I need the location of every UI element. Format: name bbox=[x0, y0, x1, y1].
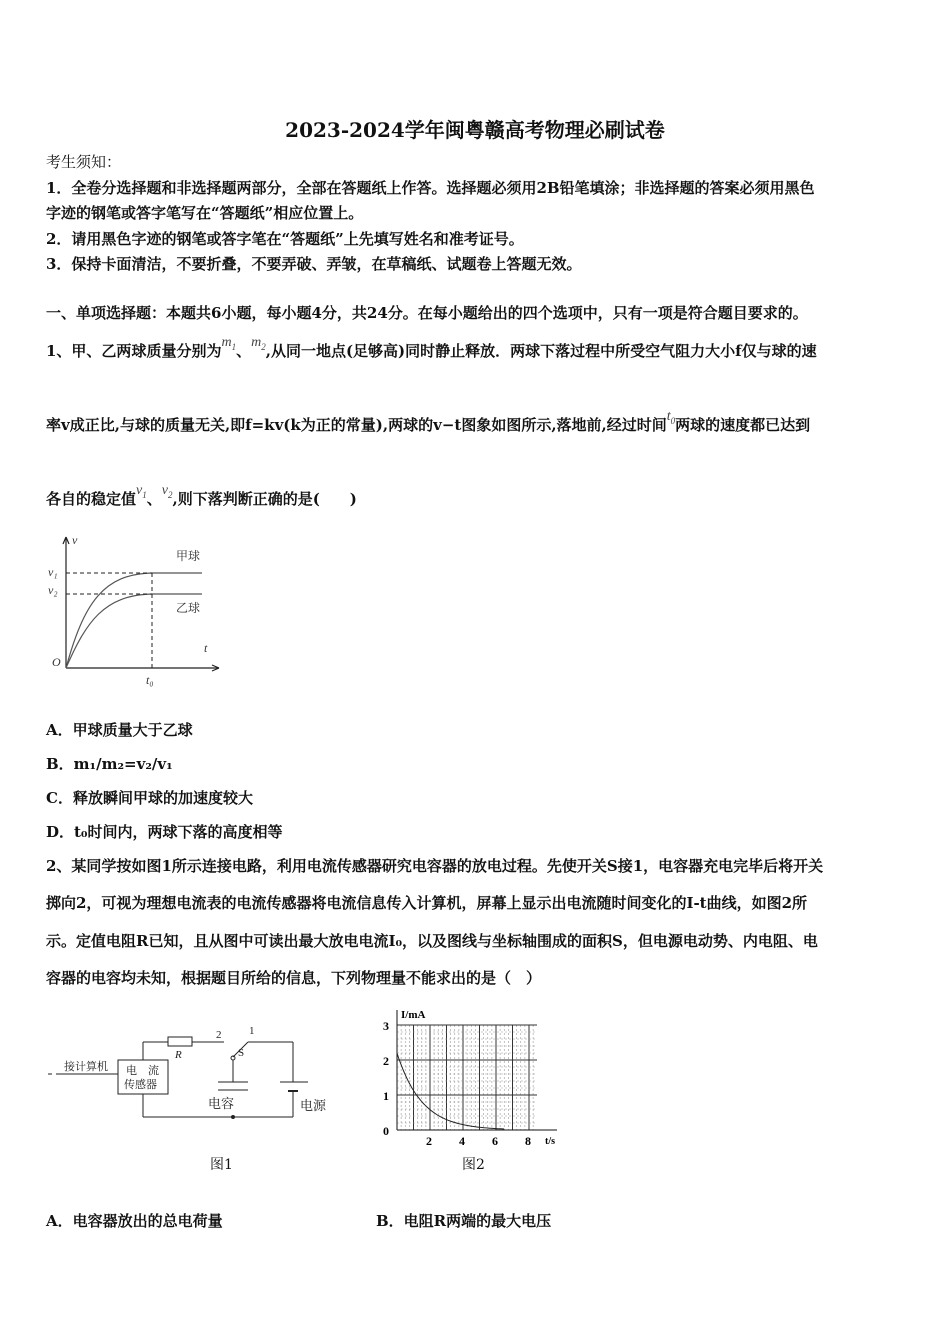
v1-tick-label: v₁ bbox=[48, 565, 58, 579]
i-axis-label: I/mA bbox=[401, 1009, 426, 1021]
resistor-label: R bbox=[175, 1049, 182, 1061]
figure-1-circuit bbox=[48, 1020, 348, 1125]
q1-line3: 各自的稳定值$v_1$、$v_2$,则下落判断正确的是( ) bbox=[46, 483, 357, 508]
vt-graph bbox=[44, 532, 234, 692]
section-heading: 一、单项选择题：本题共6小题，每小题4分，共24分。在每小题给出的四个选项中，只有一项是符合题目要求的。 bbox=[46, 304, 808, 322]
y-tick-label: 2 bbox=[383, 1054, 389, 1068]
q1-text: 1、甲、乙两球质量分别为 bbox=[46, 342, 222, 360]
t-axis-label: t/s bbox=[545, 1136, 555, 1147]
q2-option-b[interactable]: B．电阻R两端的最大电压 bbox=[376, 1212, 552, 1230]
q1-option-a[interactable]: A．甲球质量大于乙球 bbox=[46, 721, 193, 739]
v1-symbol: $v_1$ bbox=[136, 483, 147, 500]
computer-label: 接计算机 bbox=[64, 1061, 108, 1073]
jia-label: 甲球 bbox=[176, 549, 201, 563]
q1-text: ,从同一地点(足够高)同时静止释放．两球下落过程中所受空气阻力大小f仅与球的速 bbox=[265, 342, 817, 360]
figure-2-caption: 图2 bbox=[462, 1157, 485, 1173]
q1-option-d[interactable]: D．t₀时间内，两球下落的高度相等 bbox=[46, 823, 283, 841]
q2-line: 2、某同学按如图1所示连接电路，利用电流传感器研究电容器的放电过程。先使开关S接1，电容器充电完毕后将开关 bbox=[46, 857, 824, 875]
y-tick-label: 3 bbox=[383, 1019, 389, 1033]
m2-symbol: $m_2$ bbox=[251, 335, 266, 352]
t0-symbol: $t_0$ bbox=[666, 409, 676, 426]
v2-symbol: $v_2$ bbox=[161, 483, 173, 500]
x-tick-label: 8 bbox=[525, 1134, 531, 1148]
sensor-label: 电 流 bbox=[126, 1065, 159, 1077]
source-label: 电源 bbox=[300, 1098, 327, 1113]
y-tick-label: 0 bbox=[383, 1124, 389, 1138]
notice-heading: 考生须知： bbox=[46, 153, 122, 171]
q1-line2: 率v成正比,与球的质量无关,即f=kv(k为正的常量),两球的v−t图象如图所示,落地前,经过时间$t_0$两球的速度都已达到 bbox=[46, 409, 811, 434]
v2-tick-label: v₂ bbox=[48, 583, 58, 597]
t0-tick-label: t₀ bbox=[146, 673, 154, 687]
v-axis-label: v bbox=[72, 533, 78, 547]
m1-symbol: $m_1$ bbox=[221, 335, 237, 352]
x-tick-label: 4 bbox=[459, 1134, 465, 1148]
resistor bbox=[168, 1037, 192, 1046]
q1-line1: 1、甲、乙两球质量分别为$m_1$、$m_2$,从同一地点(足够高)同时静止释放．两球下落过程中所受空气阻力大小f仅与球的速 bbox=[46, 335, 817, 360]
switch-pos-2: 2 bbox=[216, 1029, 222, 1041]
origin-label: O bbox=[52, 655, 61, 669]
q2-option-a[interactable]: A．电容器放出的总电荷量 bbox=[46, 1212, 223, 1230]
page-title: 2023-2024学年闽粤赣高考物理必刷试卷 bbox=[285, 118, 665, 142]
notice-item: 字迹的钢笔或答字笔写在“答题纸”相应位置上。 bbox=[46, 204, 364, 222]
notice-item: 3．保持卡面清洁，不要折叠，不要弄破、弄皱，在草稿纸、试题卷上答题无效。 bbox=[46, 255, 582, 273]
yi-label: 乙球 bbox=[176, 601, 201, 615]
q1-option-c[interactable]: C．释放瞬间甲球的加速度较大 bbox=[46, 789, 253, 807]
t-axis-label: t bbox=[204, 641, 208, 655]
notice-item: 1．全卷分选择题和非选择题两部分，全部在答题纸上作答。选择题必须用2B铅笔填涂；非选择题的答案必须用黑色 bbox=[46, 179, 815, 197]
figure-2-it-graph bbox=[375, 1008, 565, 1148]
notice-item: 2．请用黑色字迹的钢笔或答字笔在“答题纸”上先填写姓名和准考证号。 bbox=[46, 230, 524, 248]
curve-jia bbox=[66, 573, 202, 668]
x-tick-label: 2 bbox=[426, 1134, 432, 1148]
sensor-label: 传感器 bbox=[124, 1079, 157, 1091]
x-tick-label: 6 bbox=[492, 1134, 498, 1148]
y-tick-label: 1 bbox=[383, 1089, 389, 1103]
q2-line: 示。定值电阻R已知，且从图中可读出最大放电电流I₀，以及图线与坐标轴围成的面积S，但电源电动势、内电阻、电 bbox=[46, 932, 818, 950]
capacitor-label: 电容 bbox=[208, 1096, 235, 1111]
switch-pos-1: 1 bbox=[249, 1025, 255, 1037]
q2-line: 容器的电容均未知，根据题目所给的信息，下列物理量不能求出的是（ ） bbox=[46, 969, 542, 987]
q2-line: 掷向2，可视为理想电流表的电流传感器将电流信息传入计算机，屏幕上显示出电流随时间变化的I-t曲线，如图2所 bbox=[46, 894, 808, 912]
switch-label: S bbox=[238, 1047, 245, 1059]
figure-1-caption: 图1 bbox=[210, 1157, 233, 1173]
q1-option-b[interactable]: B．m₁/m₂=v₂/v₁ bbox=[46, 755, 173, 773]
